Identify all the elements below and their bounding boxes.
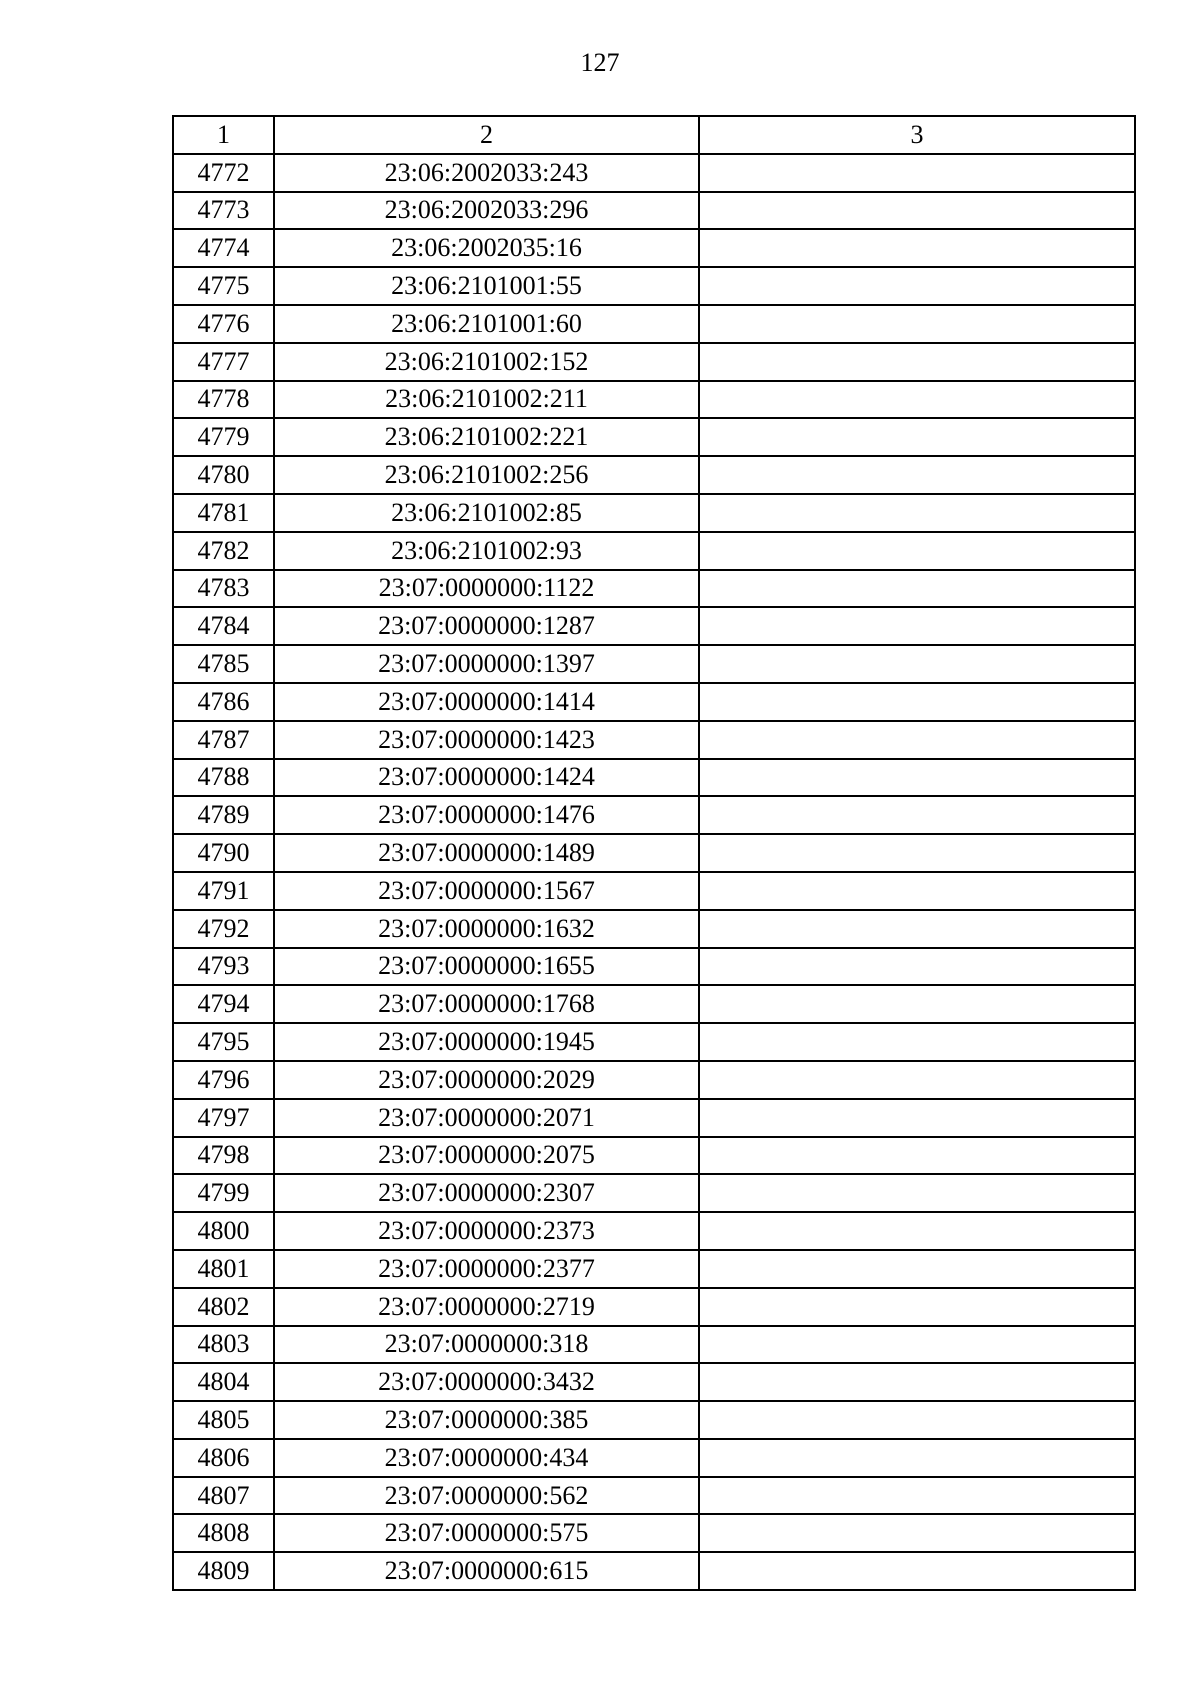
table-row [173,1137,1135,1175]
notes-cell [699,1099,1135,1137]
cadastral-number-cell: 23:07:0000000:1476 [274,796,699,834]
table-row [173,456,1135,494]
table-row [173,910,1135,948]
notes-cell [699,456,1135,494]
cadastral-number-cell: 23:06:2101002:85 [274,494,699,532]
cadastral-number-cell: 23:06:2101001:55 [274,267,699,305]
notes-cell [699,532,1135,570]
cadastral-number-cell: 23:07:0000000:2719 [274,1288,699,1326]
cadastral-number-cell: 23:07:0000000:1423 [274,721,699,759]
row-number-cell: 4782 [173,532,274,570]
cadastral-number-cell: 23:06:2101002:152 [274,343,699,381]
notes-cell [699,1212,1135,1250]
notes-cell [699,721,1135,759]
table-body [173,154,1135,1590]
notes-cell [699,1326,1135,1364]
row-number-cell: 4786 [173,683,274,721]
row-number-cell: 4778 [173,381,274,419]
cadastral-number-cell: 23:07:0000000:434 [274,1439,699,1477]
row-number-cell: 4785 [173,645,274,683]
cadastral-number-cell: 23:06:2002033:243 [274,154,699,192]
row-number-cell: 4807 [173,1477,274,1515]
row-number-cell: 4796 [173,1061,274,1099]
notes-cell [699,305,1135,343]
table-row [173,343,1135,381]
row-number-cell: 4802 [173,1288,274,1326]
cadastral-number-cell: 23:07:0000000:1397 [274,645,699,683]
notes-cell [699,192,1135,230]
table-row [173,721,1135,759]
header-cell-1: 1 [173,116,274,154]
table-row [173,229,1135,267]
cadastral-number-cell: 23:07:0000000:2373 [274,1212,699,1250]
cadastral-number-cell: 23:06:2101002:93 [274,532,699,570]
row-number-cell: 4788 [173,759,274,797]
notes-cell [699,570,1135,608]
row-number-cell: 4792 [173,910,274,948]
table-row [173,1401,1135,1439]
cadastral-number-cell: 23:06:2002035:16 [274,229,699,267]
table-row [173,1250,1135,1288]
table-row [173,494,1135,532]
row-number-cell: 4800 [173,1212,274,1250]
table-row [173,1099,1135,1137]
cadastral-number-cell: 23:06:2101002:256 [274,456,699,494]
notes-cell [699,872,1135,910]
cadastral-number-cell: 23:07:0000000:615 [274,1552,699,1590]
table-row [173,1212,1135,1250]
cadastral-number-cell: 23:07:0000000:2307 [274,1174,699,1212]
cadastral-number-cell: 23:07:0000000:2071 [274,1099,699,1137]
table-row [173,1552,1135,1590]
table-row [173,381,1135,419]
row-number-cell: 4805 [173,1401,274,1439]
cadastral-number-cell: 23:07:0000000:1768 [274,985,699,1023]
notes-cell [699,683,1135,721]
cadastral-number-cell: 23:07:0000000:1424 [274,759,699,797]
row-number-cell: 4775 [173,267,274,305]
row-number-cell: 4797 [173,1099,274,1137]
row-number-cell: 4780 [173,456,274,494]
notes-cell [699,1477,1135,1515]
cadastral-number-cell: 23:06:2101001:60 [274,305,699,343]
notes-cell [699,645,1135,683]
notes-cell [699,1137,1135,1175]
notes-cell [699,1363,1135,1401]
row-number-cell: 4793 [173,948,274,986]
notes-cell [699,796,1135,834]
header-cell-2: 2 [274,116,699,154]
row-number-cell: 4794 [173,985,274,1023]
table-row [173,154,1135,192]
row-number-cell: 4781 [173,494,274,532]
cadastral-number-cell: 23:07:0000000:1567 [274,872,699,910]
notes-cell [699,834,1135,872]
notes-cell [699,607,1135,645]
header-cell-3: 3 [699,116,1135,154]
table-row [173,1439,1135,1477]
table-row [173,1061,1135,1099]
table-row [173,1288,1135,1326]
table-row [173,985,1135,1023]
notes-cell [699,1061,1135,1099]
row-number-cell: 4795 [173,1023,274,1061]
cadastral-number-cell: 23:06:2101002:221 [274,418,699,456]
row-number-cell: 4808 [173,1514,274,1552]
cadastral-number-cell: 23:07:0000000:1655 [274,948,699,986]
notes-cell [699,1288,1135,1326]
cadastral-number-cell: 23:07:0000000:3432 [274,1363,699,1401]
notes-cell [699,418,1135,456]
table-row [173,1326,1135,1364]
notes-cell [699,1023,1135,1061]
row-number-cell: 4773 [173,192,274,230]
table-row [173,796,1135,834]
row-number-cell: 4777 [173,343,274,381]
table-row [173,948,1135,986]
header-row [173,116,1135,154]
notes-cell [699,1250,1135,1288]
row-number-cell: 4801 [173,1250,274,1288]
cadastral-number-cell: 23:07:0000000:1287 [274,607,699,645]
notes-cell [699,154,1135,192]
notes-cell [699,1514,1135,1552]
cadastral-number-cell: 23:07:0000000:1632 [274,910,699,948]
cadastral-number-cell: 23:07:0000000:1122 [274,570,699,608]
row-number-cell: 4784 [173,607,274,645]
row-number-cell: 4799 [173,1174,274,1212]
cadastral-table [172,115,1136,1591]
row-number-cell: 4776 [173,305,274,343]
row-number-cell: 4803 [173,1326,274,1364]
table-row [173,834,1135,872]
notes-cell [699,1552,1135,1590]
cadastral-number-cell: 23:07:0000000:2075 [274,1137,699,1175]
cadastral-number-cell: 23:06:2002033:296 [274,192,699,230]
table-row [173,1514,1135,1552]
notes-cell [699,1174,1135,1212]
cadastral-number-cell: 23:07:0000000:1945 [274,1023,699,1061]
row-number-cell: 4787 [173,721,274,759]
table-row [173,305,1135,343]
notes-cell [699,229,1135,267]
row-number-cell: 4791 [173,872,274,910]
cadastral-number-cell: 23:07:0000000:1489 [274,834,699,872]
notes-cell [699,267,1135,305]
row-number-cell: 4804 [173,1363,274,1401]
notes-cell [699,494,1135,532]
notes-cell [699,1401,1135,1439]
row-number-cell: 4772 [173,154,274,192]
row-number-cell: 4789 [173,796,274,834]
row-number-cell: 4809 [173,1552,274,1590]
table-row [173,267,1135,305]
notes-cell [699,381,1135,419]
cadastral-number-cell: 23:07:0000000:2029 [274,1061,699,1099]
notes-cell [699,948,1135,986]
cadastral-number-cell: 23:07:0000000:575 [274,1514,699,1552]
notes-cell [699,759,1135,797]
table-row [173,645,1135,683]
notes-cell [699,1439,1135,1477]
table-row [173,532,1135,570]
row-number-cell: 4798 [173,1137,274,1175]
cadastral-number-cell: 23:07:0000000:385 [274,1401,699,1439]
table-row [173,1174,1135,1212]
cadastral-number-cell: 23:06:2101002:211 [274,381,699,419]
table-row [173,1363,1135,1401]
table-header [173,116,1135,154]
row-number-cell: 4790 [173,834,274,872]
page-number: 127 [580,48,620,77]
table-row [173,418,1135,456]
table-row [173,1477,1135,1515]
table-row [173,607,1135,645]
notes-cell [699,910,1135,948]
table-row [173,1023,1135,1061]
table-row [173,759,1135,797]
table-row [173,683,1135,721]
row-number-cell: 4783 [173,570,274,608]
row-number-cell: 4774 [173,229,274,267]
cadastral-number-cell: 23:07:0000000:2377 [274,1250,699,1288]
row-number-cell: 4806 [173,1439,274,1477]
table-row [173,872,1135,910]
cadastral-number-cell: 23:07:0000000:1414 [274,683,699,721]
cadastral-number-cell: 23:07:0000000:562 [274,1477,699,1515]
row-number-cell: 4779 [173,418,274,456]
table-row [173,570,1135,608]
table-row [173,192,1135,230]
cadastral-number-cell: 23:07:0000000:318 [274,1326,699,1364]
notes-cell [699,343,1135,381]
notes-cell [699,985,1135,1023]
